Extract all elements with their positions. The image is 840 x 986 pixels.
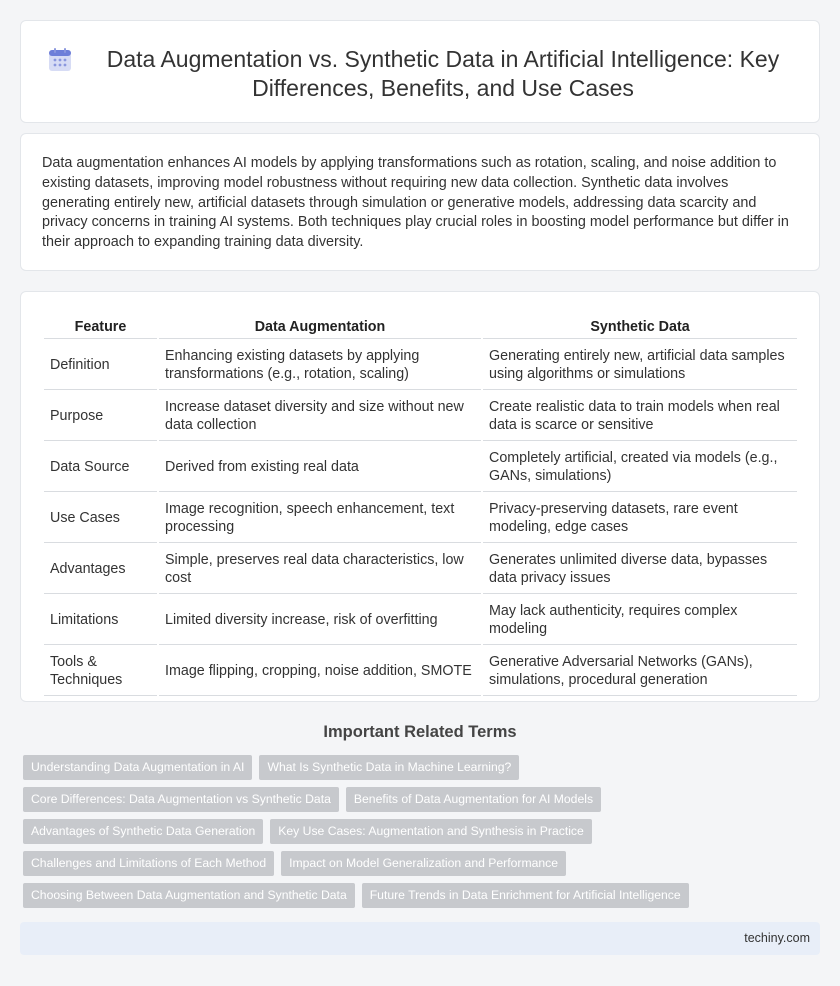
column-header-feature: Feature — [44, 314, 157, 339]
related-term-tag[interactable]: Key Use Cases: Augmentation and Synthesis in Practice — [270, 819, 592, 844]
table-header-row — [44, 314, 797, 339]
table-row — [44, 341, 797, 390]
comparison-table-card — [20, 291, 820, 702]
feature-cell: Definition — [44, 341, 157, 390]
calendar-icon — [47, 47, 73, 73]
related-term-tag[interactable]: Benefits of Data Augmentation for AI Models — [346, 787, 601, 812]
footer-bar — [20, 922, 820, 955]
table-row — [44, 392, 797, 441]
synthetic-cell: Completely artificial, created via models (e.g., GANs, simulations) — [483, 443, 797, 492]
intro-paragraph: Data augmentation enhances AI models by applying transformations such as rotation, scaling, and noise addition to existing datasets, improving model robustness without requiring new data collection. Synthetic data involves generating entirely new, artificial datasets through simulation or generative models, addressing data scarcity and privacy concerns in training AI systems. Both techniques play crucial roles in boosting model performance but differ in their approach to expanding training data diversity. — [42, 155, 789, 251]
table-row — [44, 494, 797, 543]
augmentation-cell: Image recognition, speech enhancement, text processing — [159, 494, 481, 543]
feature-cell: Tools & Techniques — [44, 647, 157, 696]
related-term-tag[interactable]: Core Differences: Data Augmentation vs Synthetic Data — [23, 787, 339, 812]
augmentation-cell: Simple, preserves real data characteristics, low cost — [159, 545, 481, 594]
comparison-table — [42, 312, 799, 698]
synthetic-cell: May lack authenticity, requires complex modeling — [483, 596, 797, 645]
augmentation-cell: Derived from existing real data — [159, 443, 481, 492]
feature-cell: Purpose — [44, 392, 157, 441]
related-term-tag[interactable]: Advantages of Synthetic Data Generation — [23, 819, 263, 844]
synthetic-cell: Generating entirely new, artificial data samples using algorithms or simulations — [483, 341, 797, 390]
synthetic-cell: Create realistic data to train models when real data is scarce or sensitive — [483, 392, 797, 441]
related-term-tag[interactable]: Choosing Between Data Augmentation and Synthetic Data — [23, 883, 355, 908]
table-row — [44, 647, 797, 696]
related-term-tag[interactable]: Impact on Model Generalization and Performance — [281, 851, 566, 876]
synthetic-cell: Privacy-preserving datasets, rare event modeling, edge cases — [483, 494, 797, 543]
column-header-synthetic-data: Synthetic Data — [483, 314, 797, 339]
related-term-tag[interactable]: Understanding Data Augmentation in AI — [23, 755, 252, 780]
table-row — [44, 596, 797, 645]
header-card — [20, 20, 820, 123]
related-terms-heading: Important Related Terms — [323, 723, 517, 741]
augmentation-cell: Limited diversity increase, risk of overfitting — [159, 596, 481, 645]
feature-cell: Use Cases — [44, 494, 157, 543]
feature-cell: Data Source — [44, 443, 157, 492]
augmentation-cell: Increase dataset diversity and size without new data collection — [159, 392, 481, 441]
synthetic-cell: Generates unlimited diverse data, bypasses data privacy issues — [483, 545, 797, 594]
page-title: Data Augmentation vs. Synthetic Data in Artificial Intelligence: Key Differences, Benefits, and Use Cases — [106, 46, 780, 101]
feature-cell: Limitations — [44, 596, 157, 645]
table-row — [44, 443, 797, 492]
table-row — [44, 545, 797, 594]
footer-site-link[interactable]: techiny.com — [744, 931, 810, 945]
feature-cell: Advantages — [44, 545, 157, 594]
intro-card — [20, 133, 820, 271]
synthetic-cell: Generative Adversarial Networks (GANs), simulations, procedural generation — [483, 647, 797, 696]
related-term-tag[interactable]: Challenges and Limitations of Each Method — [23, 851, 274, 876]
related-term-tag[interactable]: Future Trends in Data Enrichment for Artificial Intelligence — [362, 883, 689, 908]
augmentation-cell: Enhancing existing datasets by applying transformations (e.g., rotation, scaling) — [159, 341, 481, 390]
related-terms-list — [23, 755, 823, 915]
related-term-tag[interactable]: What Is Synthetic Data in Machine Learning? — [259, 755, 519, 780]
column-header-data-augmentation: Data Augmentation — [159, 314, 481, 339]
augmentation-cell: Image flipping, cropping, noise addition, SMOTE — [159, 647, 481, 696]
